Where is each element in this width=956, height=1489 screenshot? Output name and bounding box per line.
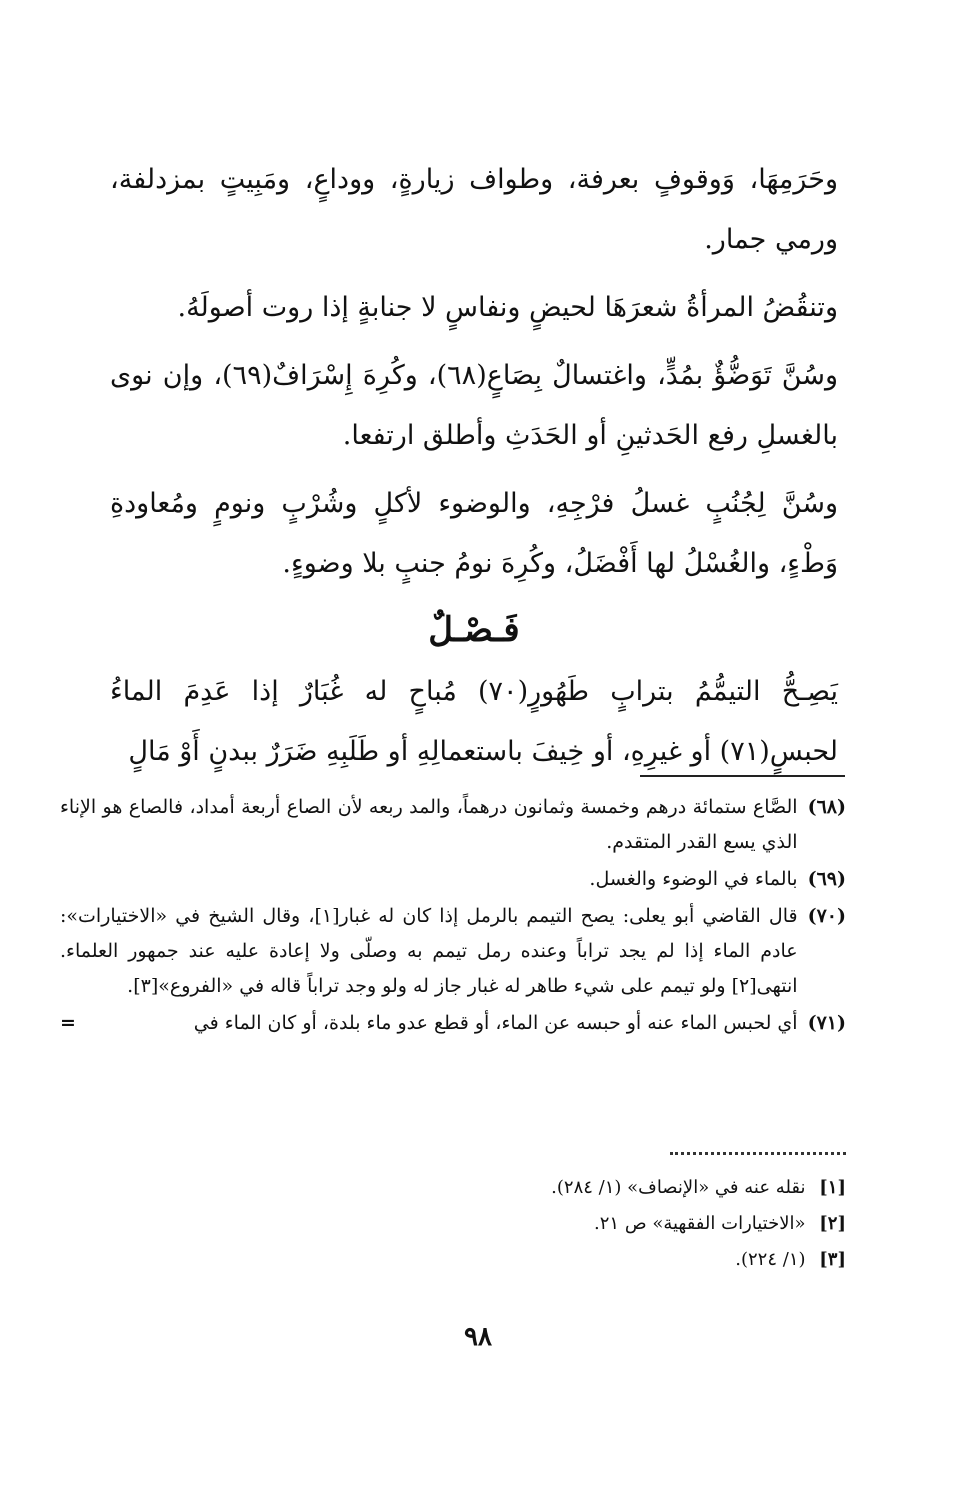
sub-note-number: [١]: [819, 1177, 846, 1198]
footnote-text: الصَّاع ستمائة درهم وخمسة وثمانون درهماً، والمد ربعه لأن الصاع أربعة أمداد، فالصاع هو الإناء الذي يسع القدر المتقدم.: [60, 796, 798, 853]
sub-note-text: (١/ ٢٢٤).: [735, 1249, 806, 1270]
footnote-text: بالماء في الوضوء والغسل.: [589, 868, 798, 890]
paragraph: وتنقُضُ المرأةُ شعرَهَا لحيضٍ ونفاسٍ لا جنابةٍ إذا روت أصولَهُ.: [177, 292, 838, 323]
main-text: [110, 150, 838, 782]
footnote-number: (٦٩): [807, 868, 846, 890]
section-paragraph: يَصِـحُّ التيمُّمُ بترابٍ طَهُورٍ(٧٠) مُباحٍ له غُبَارٌ إذا عَدِمَ الماءُ لحبسٍ(٧١) أو غيرِهِ، أو خِيفَ باستعمالِهِ أو طَلَبِهِ ضَرَرٌ ببدنٍ أَوْ مَالٍ: [110, 676, 838, 767]
footnote-number: (٧٠): [807, 905, 846, 927]
footnote: [60, 862, 846, 897]
footnote-number: (٦٨): [807, 796, 846, 818]
paragraph: وحَرَمِهَا، وَوقوفٍ بعرفة، وطواف زيارةٍ، ووداعٍ، ومَبِيتٍ بمزدلفة، ورمي جمار.: [110, 164, 838, 255]
paragraph: وسُنَّ تَوَضُّؤٌ بمُدٍّ، واغتسالٌ بِصَاعٍ(٦٨)، وكُرِهَ إِسْرَافٌ(٦٩)، وإن نوى بالغسلِ رفع الحَدثينِ أو الحَدَثِ وأطلق ارتفعا.: [110, 360, 838, 451]
footnote: [60, 1006, 846, 1041]
footnote-separator: [640, 775, 845, 777]
paragraph: وسُنَّ لِجُنُبٍ غسلُ فرْجِهِ، والوضوء لأكلٍ وشُرْبٍ ونومٍ ومُعاودةِ وَطْءٍ، والغُسْلُ لها أَفْضَلُ، وكُرِهَ نومُ جنبٍ بلا وضوءٍ.: [110, 488, 838, 579]
footnote-number: (٧١): [807, 1012, 846, 1034]
footnotes: [60, 790, 846, 1043]
sub-note-text: «الاختيارات الفقهية» ص ٢١.: [594, 1213, 806, 1234]
footnote-text: قال القاضي أبو يعلى: يصح التيمم بالرمل إذا كان له غبار[١]، وقال الشيخ في «الاختيارات»: عادم الماء إذا لم يجد تراباً وعنده رمل تيمم به وصلّى ولا إعادة عليه عند جمهور العلماء. انتهى[٢] ولو تيمم على شيء طاهر له غبار جاز له ولو وجد تراباً قاله في «الفروع»[٣].: [60, 905, 798, 997]
sub-note-number: [٣]: [819, 1249, 846, 1270]
sub-note-number: [٢]: [819, 1213, 846, 1234]
continuation-mark: =: [60, 1012, 76, 1034]
sub-note-text: نقله عنه في «الإنصاف» (١/ ٢٨٤).: [551, 1177, 806, 1198]
sub-note: [400, 1206, 846, 1242]
section-heading: فَـصْـلٌ: [428, 610, 520, 650]
sub-notes: [400, 1170, 846, 1278]
sub-note: [400, 1170, 846, 1206]
page-number: ٩٨: [464, 1322, 492, 1352]
sub-notes-separator: [670, 1152, 846, 1155]
footnote: [60, 790, 846, 860]
footnote-text: أي لحبس الماء عنه أو حبسه عن الماء، أو قطع عدو ماء بلدة، أو كان الماء في: [193, 1012, 798, 1034]
footnote: [60, 899, 846, 1004]
sub-note: [400, 1242, 846, 1278]
